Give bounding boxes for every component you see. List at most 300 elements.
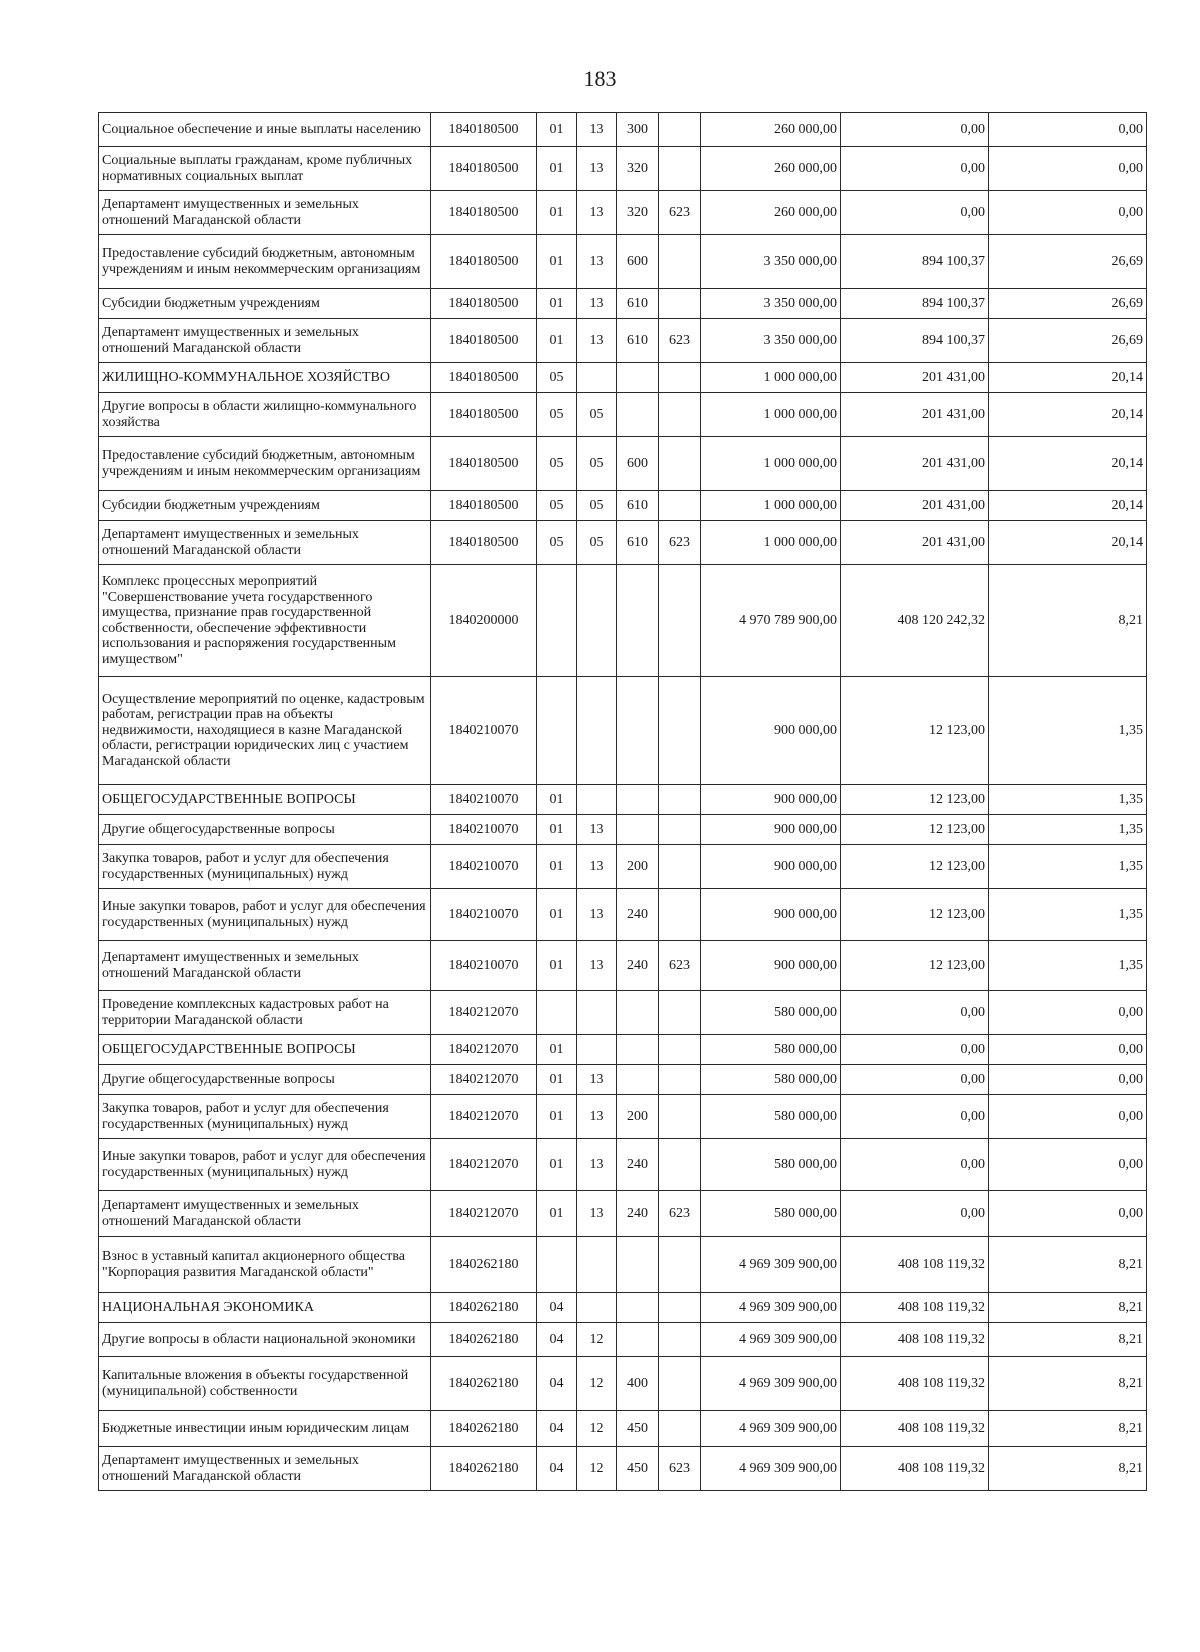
expense-type-code: 240: [617, 889, 659, 941]
planned-amount: 900 000,00: [701, 677, 841, 785]
executed-amount: 0,00: [841, 1139, 989, 1191]
planned-amount: 580 000,00: [701, 1035, 841, 1065]
target-article-code: 1840210070: [431, 677, 537, 785]
executed-amount: 0,00: [841, 1191, 989, 1237]
section-code: 04: [537, 1411, 577, 1447]
table-row: [99, 1357, 1147, 1411]
table-row: [99, 1237, 1147, 1293]
section-code: 01: [537, 785, 577, 815]
section-code: [537, 565, 577, 677]
department-code: [659, 677, 701, 785]
subsection-code: 13: [577, 235, 617, 289]
execution-percent: 0,00: [989, 1139, 1147, 1191]
target-article-code: 1840262180: [431, 1447, 537, 1491]
section-code: 04: [537, 1357, 577, 1411]
target-article-code: 1840212070: [431, 1035, 537, 1065]
expense-type-code: 450: [617, 1447, 659, 1491]
table-row: [99, 1411, 1147, 1447]
table-row: [99, 437, 1147, 491]
executed-amount: 201 431,00: [841, 393, 989, 437]
table-row: [99, 319, 1147, 363]
row-name: Другие общегосударственные вопросы: [99, 815, 431, 845]
table-row: [99, 1447, 1147, 1491]
target-article-code: 1840180500: [431, 289, 537, 319]
subsection-code: 05: [577, 521, 617, 565]
executed-amount: 0,00: [841, 1065, 989, 1095]
table-row: [99, 1323, 1147, 1357]
target-article-code: 1840210070: [431, 815, 537, 845]
planned-amount: 4 969 309 900,00: [701, 1237, 841, 1293]
execution-percent: 0,00: [989, 113, 1147, 147]
department-code: [659, 363, 701, 393]
execution-percent: 0,00: [989, 1035, 1147, 1065]
subsection-code: 13: [577, 941, 617, 991]
department-code: 623: [659, 1447, 701, 1491]
expense-type-code: [617, 1237, 659, 1293]
executed-amount: 0,00: [841, 1095, 989, 1139]
expense-type-code: [617, 565, 659, 677]
executed-amount: 0,00: [841, 147, 989, 191]
section-code: 01: [537, 1065, 577, 1095]
department-code: [659, 393, 701, 437]
planned-amount: 1 000 000,00: [701, 491, 841, 521]
target-article-code: 1840262180: [431, 1323, 537, 1357]
executed-amount: 12 123,00: [841, 815, 989, 845]
planned-amount: 580 000,00: [701, 991, 841, 1035]
executed-amount: 201 431,00: [841, 363, 989, 393]
row-name: Другие вопросы в области национальной экономики: [99, 1323, 431, 1357]
row-name: Субсидии бюджетным учреждениям: [99, 289, 431, 319]
planned-amount: 4 969 309 900,00: [701, 1447, 841, 1491]
row-name: ЖИЛИЩНО-КОММУНАЛЬНОЕ ХОЗЯЙСТВО: [99, 363, 431, 393]
section-code: 05: [537, 491, 577, 521]
row-name: Субсидии бюджетным учреждениям: [99, 491, 431, 521]
execution-percent: 0,00: [989, 1095, 1147, 1139]
planned-amount: 4 969 309 900,00: [701, 1411, 841, 1447]
section-code: 01: [537, 1139, 577, 1191]
table-row: [99, 1035, 1147, 1065]
planned-amount: 260 000,00: [701, 191, 841, 235]
execution-percent: 8,21: [989, 1293, 1147, 1323]
row-name: Взнос в уставный капитал акционерного общества "Корпорация развития Магаданской области": [99, 1237, 431, 1293]
subsection-code: [577, 991, 617, 1035]
department-code: [659, 147, 701, 191]
department-code: 623: [659, 941, 701, 991]
department-code: [659, 1237, 701, 1293]
department-code: [659, 1139, 701, 1191]
department-code: [659, 491, 701, 521]
expense-type-code: 450: [617, 1411, 659, 1447]
table-row: [99, 393, 1147, 437]
section-code: 01: [537, 889, 577, 941]
executed-amount: 408 108 119,32: [841, 1357, 989, 1411]
department-code: 623: [659, 1191, 701, 1237]
subsection-code: 13: [577, 1065, 617, 1095]
section-code: 01: [537, 319, 577, 363]
table-row: [99, 289, 1147, 319]
expense-type-code: [617, 677, 659, 785]
planned-amount: 900 000,00: [701, 815, 841, 845]
executed-amount: 201 431,00: [841, 491, 989, 521]
executed-amount: 894 100,37: [841, 289, 989, 319]
target-article-code: 1840180500: [431, 491, 537, 521]
planned-amount: 1 000 000,00: [701, 363, 841, 393]
target-article-code: 1840210070: [431, 941, 537, 991]
section-code: 01: [537, 815, 577, 845]
department-code: [659, 815, 701, 845]
row-name: Иные закупки товаров, работ и услуг для обеспечения государственных (муниципальных) нужд: [99, 889, 431, 941]
table-row: [99, 1139, 1147, 1191]
expense-type-code: 200: [617, 1095, 659, 1139]
row-name: Другие общегосударственные вопросы: [99, 1065, 431, 1095]
department-code: [659, 113, 701, 147]
execution-percent: 8,21: [989, 1411, 1147, 1447]
target-article-code: 1840180500: [431, 319, 537, 363]
execution-percent: 8,21: [989, 565, 1147, 677]
execution-percent: 8,21: [989, 1357, 1147, 1411]
expense-type-code: 200: [617, 845, 659, 889]
section-code: 01: [537, 1095, 577, 1139]
planned-amount: 900 000,00: [701, 941, 841, 991]
table-row: [99, 235, 1147, 289]
department-code: [659, 1357, 701, 1411]
planned-amount: 260 000,00: [701, 147, 841, 191]
table-row: [99, 785, 1147, 815]
table-row: [99, 565, 1147, 677]
expense-type-code: [617, 1323, 659, 1357]
table-row: [99, 1095, 1147, 1139]
executed-amount: 12 123,00: [841, 889, 989, 941]
expense-type-code: 610: [617, 319, 659, 363]
execution-percent: 26,69: [989, 319, 1147, 363]
row-name: Предоставление субсидий бюджетным, автономным учреждениям и иным некоммерческим организациям: [99, 235, 431, 289]
row-name: Департамент имущественных и земельных отношений Магаданской области: [99, 1447, 431, 1491]
execution-percent: 26,69: [989, 289, 1147, 319]
planned-amount: 900 000,00: [701, 785, 841, 815]
planned-amount: 900 000,00: [701, 845, 841, 889]
row-name: Осуществление мероприятий по оценке, кадастровым работам, регистрации прав на объекты недвижимости, находящиеся в казне Магаданской области, регистрации юридических лиц с участием Магаданской области: [99, 677, 431, 785]
subsection-code: 13: [577, 1139, 617, 1191]
expense-type-code: [617, 991, 659, 1035]
department-code: [659, 565, 701, 677]
expense-type-code: 610: [617, 289, 659, 319]
expense-type-code: [617, 393, 659, 437]
department-code: 623: [659, 521, 701, 565]
target-article-code: 1840180500: [431, 235, 537, 289]
executed-amount: 12 123,00: [841, 677, 989, 785]
expense-type-code: 320: [617, 147, 659, 191]
executed-amount: 408 108 119,32: [841, 1237, 989, 1293]
section-code: 05: [537, 393, 577, 437]
subsection-code: 12: [577, 1323, 617, 1357]
table-row: [99, 889, 1147, 941]
executed-amount: 408 108 119,32: [841, 1293, 989, 1323]
execution-percent: 1,35: [989, 677, 1147, 785]
target-article-code: 1840210070: [431, 845, 537, 889]
planned-amount: 580 000,00: [701, 1139, 841, 1191]
subsection-code: 13: [577, 113, 617, 147]
expense-type-code: [617, 1293, 659, 1323]
department-code: [659, 845, 701, 889]
expense-type-code: [617, 1035, 659, 1065]
row-name: ОБЩЕГОСУДАРСТВЕННЫЕ ВОПРОСЫ: [99, 785, 431, 815]
executed-amount: 0,00: [841, 113, 989, 147]
subsection-code: 12: [577, 1357, 617, 1411]
table-row: [99, 845, 1147, 889]
executed-amount: 0,00: [841, 1035, 989, 1065]
planned-amount: 1 000 000,00: [701, 437, 841, 491]
target-article-code: 1840262180: [431, 1237, 537, 1293]
expense-type-code: [617, 363, 659, 393]
executed-amount: 894 100,37: [841, 235, 989, 289]
section-code: 01: [537, 289, 577, 319]
target-article-code: 1840262180: [431, 1411, 537, 1447]
section-code: 01: [537, 235, 577, 289]
planned-amount: 4 969 309 900,00: [701, 1323, 841, 1357]
subsection-code: 13: [577, 815, 617, 845]
department-code: [659, 889, 701, 941]
target-article-code: 1840180500: [431, 521, 537, 565]
execution-percent: 20,14: [989, 393, 1147, 437]
subsection-code: 12: [577, 1447, 617, 1491]
subsection-code: [577, 677, 617, 785]
row-name: Другие вопросы в области жилищно-коммунального хозяйства: [99, 393, 431, 437]
subsection-code: 13: [577, 1191, 617, 1237]
row-name: Иные закупки товаров, работ и услуг для обеспечения государственных (муниципальных) нужд: [99, 1139, 431, 1191]
executed-amount: 0,00: [841, 991, 989, 1035]
target-article-code: 1840262180: [431, 1293, 537, 1323]
planned-amount: 900 000,00: [701, 889, 841, 941]
target-article-code: 1840200000: [431, 565, 537, 677]
execution-percent: 0,00: [989, 1191, 1147, 1237]
row-name: Департамент имущественных и земельных отношений Магаданской области: [99, 941, 431, 991]
target-article-code: 1840212070: [431, 1139, 537, 1191]
target-article-code: 1840210070: [431, 889, 537, 941]
executed-amount: 408 120 242,32: [841, 565, 989, 677]
execution-percent: 20,14: [989, 521, 1147, 565]
table-row: [99, 147, 1147, 191]
execution-percent: 20,14: [989, 491, 1147, 521]
subsection-code: 13: [577, 147, 617, 191]
page-number: 183: [583, 66, 617, 91]
row-name: Департамент имущественных и земельных отношений Магаданской области: [99, 319, 431, 363]
section-code: 05: [537, 521, 577, 565]
department-code: [659, 1293, 701, 1323]
table-row: [99, 677, 1147, 785]
subsection-code: 13: [577, 289, 617, 319]
expense-type-code: 400: [617, 1357, 659, 1411]
section-code: 01: [537, 191, 577, 235]
target-article-code: 1840210070: [431, 785, 537, 815]
executed-amount: 0,00: [841, 191, 989, 235]
planned-amount: 260 000,00: [701, 113, 841, 147]
department-code: 623: [659, 191, 701, 235]
row-name: Предоставление субсидий бюджетным, автономным учреждениям и иным некоммерческим организациям: [99, 437, 431, 491]
target-article-code: 1840180500: [431, 393, 537, 437]
target-article-code: 1840180500: [431, 191, 537, 235]
row-name: Департамент имущественных и земельных отношений Магаданской области: [99, 521, 431, 565]
execution-percent: 1,35: [989, 941, 1147, 991]
execution-percent: 8,21: [989, 1323, 1147, 1357]
subsection-code: 05: [577, 437, 617, 491]
expense-type-code: [617, 815, 659, 845]
execution-percent: 20,14: [989, 437, 1147, 491]
table-row: [99, 991, 1147, 1035]
section-code: 05: [537, 437, 577, 491]
planned-amount: 1 000 000,00: [701, 393, 841, 437]
department-code: [659, 785, 701, 815]
target-article-code: 1840212070: [431, 1065, 537, 1095]
execution-percent: 1,35: [989, 815, 1147, 845]
expense-type-code: 240: [617, 1191, 659, 1237]
row-name: Департамент имущественных и земельных отношений Магаданской области: [99, 1191, 431, 1237]
table-row: [99, 815, 1147, 845]
execution-percent: 1,35: [989, 845, 1147, 889]
executed-amount: 894 100,37: [841, 319, 989, 363]
expense-type-code: [617, 1065, 659, 1095]
section-code: 05: [537, 363, 577, 393]
execution-percent: 8,21: [989, 1447, 1147, 1491]
table-row: [99, 941, 1147, 991]
planned-amount: 580 000,00: [701, 1065, 841, 1095]
subsection-code: [577, 785, 617, 815]
table-row: [99, 491, 1147, 521]
execution-percent: 0,00: [989, 991, 1147, 1035]
planned-amount: 1 000 000,00: [701, 521, 841, 565]
department-code: [659, 235, 701, 289]
department-code: [659, 437, 701, 491]
planned-amount: 580 000,00: [701, 1191, 841, 1237]
row-name: Проведение комплексных кадастровых работ на территории Магаданской области: [99, 991, 431, 1035]
table-row: [99, 1065, 1147, 1095]
subsection-code: 12: [577, 1411, 617, 1447]
section-code: 01: [537, 941, 577, 991]
planned-amount: 3 350 000,00: [701, 319, 841, 363]
expense-type-code: 610: [617, 491, 659, 521]
target-article-code: 1840180500: [431, 113, 537, 147]
subsection-code: 05: [577, 491, 617, 521]
executed-amount: 12 123,00: [841, 845, 989, 889]
expense-type-code: 600: [617, 235, 659, 289]
target-article-code: 1840212070: [431, 991, 537, 1035]
executed-amount: 12 123,00: [841, 941, 989, 991]
row-name: ОБЩЕГОСУДАРСТВЕННЫЕ ВОПРОСЫ: [99, 1035, 431, 1065]
subsection-code: [577, 1035, 617, 1065]
subsection-code: 13: [577, 1095, 617, 1139]
row-name: Бюджетные инвестиции иным юридическим лицам: [99, 1411, 431, 1447]
row-name: Социальные выплаты гражданам, кроме публичных нормативных социальных выплат: [99, 147, 431, 191]
subsection-code: 13: [577, 889, 617, 941]
expense-type-code: 600: [617, 437, 659, 491]
planned-amount: 4 969 309 900,00: [701, 1293, 841, 1323]
department-code: [659, 1065, 701, 1095]
expense-type-code: 320: [617, 191, 659, 235]
section-code: 01: [537, 1035, 577, 1065]
executed-amount: 408 108 119,32: [841, 1411, 989, 1447]
executed-amount: 201 431,00: [841, 521, 989, 565]
section-code: 04: [537, 1293, 577, 1323]
executed-amount: 408 108 119,32: [841, 1447, 989, 1491]
row-name: Капитальные вложения в объекты государственной (муниципальной) собственности: [99, 1357, 431, 1411]
target-article-code: 1840262180: [431, 1357, 537, 1411]
subsection-code: [577, 363, 617, 393]
subsection-code: [577, 1293, 617, 1323]
row-name: Закупка товаров, работ и услуг для обеспечения государственных (муниципальных) нужд: [99, 1095, 431, 1139]
table-row: [99, 363, 1147, 393]
expense-type-code: [617, 785, 659, 815]
execution-percent: 0,00: [989, 191, 1147, 235]
target-article-code: 1840180500: [431, 147, 537, 191]
section-code: 01: [537, 1191, 577, 1237]
budget-table: [98, 112, 1147, 1491]
department-code: [659, 289, 701, 319]
subsection-code: [577, 1237, 617, 1293]
department-code: [659, 991, 701, 1035]
section-code: [537, 991, 577, 1035]
execution-percent: 1,35: [989, 785, 1147, 815]
section-code: 04: [537, 1447, 577, 1491]
target-article-code: 1840180500: [431, 437, 537, 491]
department-code: [659, 1095, 701, 1139]
planned-amount: 580 000,00: [701, 1095, 841, 1139]
section-code: [537, 677, 577, 785]
subsection-code: 13: [577, 191, 617, 235]
department-code: [659, 1411, 701, 1447]
table-row: [99, 113, 1147, 147]
executed-amount: 408 108 119,32: [841, 1323, 989, 1357]
table-row: [99, 521, 1147, 565]
execution-percent: 8,21: [989, 1237, 1147, 1293]
section-code: 01: [537, 113, 577, 147]
department-code: 623: [659, 319, 701, 363]
subsection-code: [577, 565, 617, 677]
subsection-code: 05: [577, 393, 617, 437]
target-article-code: 1840212070: [431, 1191, 537, 1237]
executed-amount: 12 123,00: [841, 785, 989, 815]
section-code: 04: [537, 1323, 577, 1357]
table-row: [99, 1191, 1147, 1237]
planned-amount: 3 350 000,00: [701, 289, 841, 319]
planned-amount: 4 970 789 900,00: [701, 565, 841, 677]
execution-percent: 26,69: [989, 235, 1147, 289]
row-name: Департамент имущественных и земельных отношений Магаданской области: [99, 191, 431, 235]
section-code: 01: [537, 845, 577, 889]
expense-type-code: 610: [617, 521, 659, 565]
execution-percent: 0,00: [989, 147, 1147, 191]
expense-type-code: 240: [617, 941, 659, 991]
execution-percent: 20,14: [989, 363, 1147, 393]
executed-amount: 201 431,00: [841, 437, 989, 491]
row-name: Закупка товаров, работ и услуг для обеспечения государственных (муниципальных) нужд: [99, 845, 431, 889]
table-row: [99, 191, 1147, 235]
expense-type-code: 300: [617, 113, 659, 147]
row-name: Комплекс процессных мероприятий "Совершенствование учета государственного имущества, признание прав государственной собственности, обеспечение эффективности использования и распоряжения государственным имуществом": [99, 565, 431, 677]
subsection-code: 13: [577, 845, 617, 889]
planned-amount: 3 350 000,00: [701, 235, 841, 289]
section-code: [537, 1237, 577, 1293]
expense-type-code: 240: [617, 1139, 659, 1191]
execution-percent: 1,35: [989, 889, 1147, 941]
target-article-code: 1840180500: [431, 363, 537, 393]
planned-amount: 4 969 309 900,00: [701, 1357, 841, 1411]
row-name: Социальное обеспечение и иные выплаты населению: [99, 113, 431, 147]
target-article-code: 1840212070: [431, 1095, 537, 1139]
section-code: 01: [537, 147, 577, 191]
row-name: НАЦИОНАЛЬНАЯ ЭКОНОМИКА: [99, 1293, 431, 1323]
department-code: [659, 1323, 701, 1357]
table-row: [99, 1293, 1147, 1323]
department-code: [659, 1035, 701, 1065]
